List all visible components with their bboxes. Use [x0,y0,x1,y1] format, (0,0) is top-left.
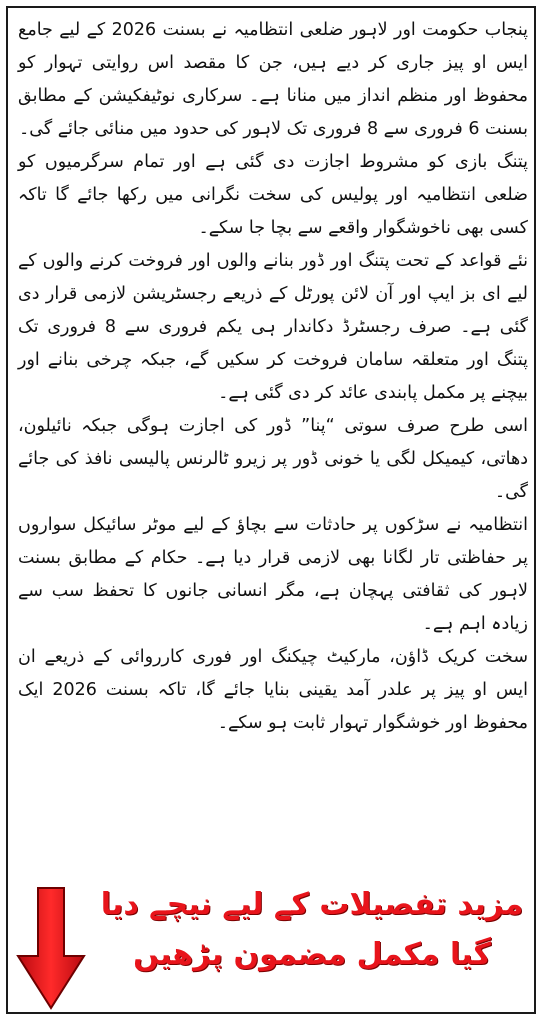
article-paragraph-5: انتظامیہ نے سڑکوں پر حادثات سے بچاؤ کے لیے موٹر سائیکل سواروں پر حفاظتی تار لگانا بھی لازمی قرار دیا ہے۔ حکام کے مطابق بسنت لاہور کی ثقافتی پہچان ہے، مگر انسانی جانوں کا تحفظ سب سے زیادہ اہم ہے۔ [18,515,528,634]
down-arrow-icon [16,886,86,1010]
cta-line-1: مزید تفصیلات کے لیے نیچے دیا [100,887,524,922]
article-paragraph-4: اسی طرح صرف سوتی “پنا” ڈور کی اجازت ہوگی جبکہ نائیلون، دھاتی، کیمیکل لگی یا خونی ڈور پر زیرو ٹالرنس پالیسی نافذ کی جائے گی۔ [18,416,528,502]
article-paragraph-3: نئے قواعد کے تحت پتنگ اور ڈور بنانے والوں اور فروخت کرنے والوں کے لیے ای بز ایپ اور آن لائن پورٹل کے ذریعے رجسٹریشن لازمی قرار دی گئی ہے۔ صرف رجسٹرڈ دکاندار ہی یکم فروری سے 8 فروری تک پتنگ اور متعلقہ سامان فروخت کر سکیں گے، جبکہ چرخی بنانے اور بیچنے پر مکمل پابندی عائد کر دی گئی ہے۔ [18,251,528,403]
article-paragraph-6: سخت کریک ڈاؤن، مارکیٹ چیکنگ اور فوری کارروائی کے ذریعے ان ایس او پیز پر علدر آمد یقینی بنایا جائے گا، تاکہ بسنت 2026 ایک محفوظ اور خوشگوار تہوار ثابت ہو سکے۔ [18,647,528,733]
article-paragraph-2: پتنگ بازی کو مشروط اجازت دی گئی ہے اور تمام سرگرمیوں کو ضلعی انتظامیہ اور پولیس کی سخت نگرانی میں رکھا جائے گا تاکہ کسی بھی ناخوشگوار واقعے سے بچا جا سکے۔ [18,152,528,238]
read-more-callout [90,880,534,980]
article-paragraph-1: پنجاب حکومت اور لاہور ضلعی انتظامیہ نے بسنت 2026 کے لیے جامع ایس او پیز جاری کر دیے ہیں، جن کا مقصد اس روایتی تہوار کو محفوظ اور منظم انداز میں منانا ہے۔ سرکاری نوٹیفکیشن کے مطابق بسنت 6 فروری سے 8 فروری تک لاہور کی حدود میں منائی جائے گی۔ [18,20,528,139]
article-body [18,14,528,740]
cta-line-2: گیا مکمل مضمون پڑھیں [133,937,491,972]
